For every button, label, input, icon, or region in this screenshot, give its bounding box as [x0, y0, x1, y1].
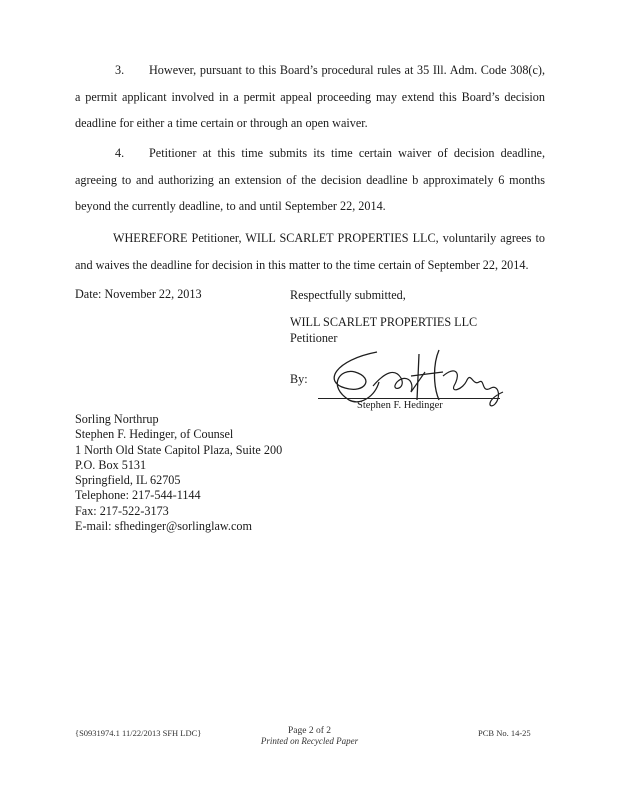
paragraph-number: 4. [115, 146, 125, 160]
email: E-mail: sfhedinger@sorlinglaw.com [75, 519, 252, 534]
petitioner-firm: WILL SCARLET PROPERTIES LLC [290, 315, 478, 329]
wherefore-paragraph [75, 225, 545, 278]
paragraph-text: However, pursuant to this Board’s procedural rules at 35 Ill. Adm. Code 308(c), a permit applicant involved in a permit appeal proceeding may extend this Board’s decision deadline for either a time certain or through an open waiver. [75, 63, 545, 130]
attorney-name: Stephen F. Hedinger, of Counsel [75, 427, 234, 442]
petitioner-role: Petitioner [290, 331, 338, 345]
paragraph-number: 3. [115, 63, 125, 77]
signer-name: Stephen F. Hedinger [357, 400, 443, 411]
footer-case-number: PCB No. 14-25 [478, 728, 531, 738]
signature-line [318, 398, 500, 399]
paragraph-4 [75, 140, 545, 220]
street-address: 1 North Old State Capitol Plaza, Suite 200 [75, 442, 283, 457]
recycled-paper-note: Printed on Recycled Paper [260, 736, 359, 746]
fax: Fax: 217-522-3173 [75, 503, 169, 518]
signature-block [290, 287, 477, 346]
address-block [75, 412, 282, 534]
telephone: Telephone: 217-544-1144 [75, 488, 201, 503]
paragraph-text: Petitioner at this time submits its time certain waiver of decision deadline, agreeing to and authorizing an extension of the decision deadline b approximately 6 months beyond the currently deadline, to and until September 22, 2014. [75, 146, 545, 213]
date-line: Date: November 22, 2013 [75, 287, 202, 301]
footer-doc-id: {S0931974.1 11/22/2013 SFH LDC} [75, 728, 202, 738]
closing-text: Respectfully submitted, [290, 288, 406, 302]
by-label: By: [290, 372, 308, 386]
law-firm: Sorling Northrup [75, 412, 159, 426]
city-state-zip: Springfield, IL 62705 [75, 473, 181, 488]
po-box: P.O. Box 5131 [75, 457, 147, 472]
paragraph-text: WHEREFORE Petitioner, WILL SCARLET PROPERTIES LLC, voluntarily agrees to and waives the deadline for decision in this matter to the time certain of September 22, 2014. [75, 231, 545, 272]
page-number: Page 2 of 2 [287, 726, 331, 736]
paragraph-3 [75, 57, 545, 137]
